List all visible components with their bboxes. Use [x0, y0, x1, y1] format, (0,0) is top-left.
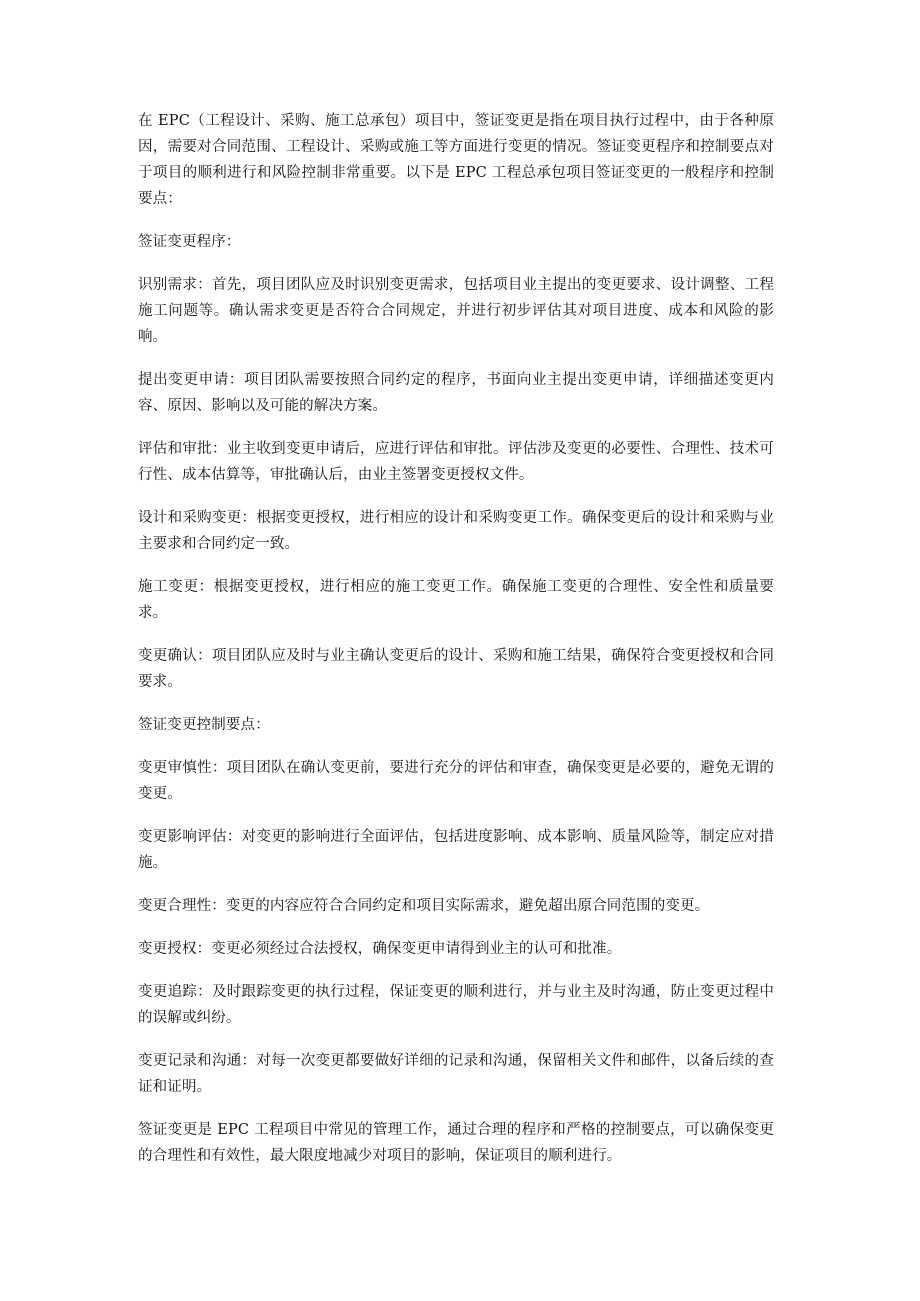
- procedure-item-design-procurement: 设计和采购变更：根据变更授权，进行相应的设计和采购变更工作。确保变更后的设计和采购与业主要求和合同约定一致。: [138, 510, 774, 552]
- control-item-tracking: 变更追踪：及时跟踪变更的执行过程，保证变更的顺利进行，并与业主及时沟通，防止变更过程中的误解或纠纷。: [138, 984, 774, 1026]
- document-body: [138, 108, 774, 1186]
- control-heading: 签证变更控制要点：: [138, 717, 270, 733]
- control-item-authorization: 变更授权：变更必须经过合法授权，确保变更申请得到业主的认可和批准。: [138, 941, 622, 957]
- conclusion-paragraph: 签证变更是 EPC 工程项目中常见的管理工作，通过合理的程序和严格的控制要点，可以确保变更的合理性和有效性，最大限度地减少对项目的影响，保证项目的顺利进行。: [138, 1122, 774, 1164]
- control-item-records: 变更记录和沟通：对每一次变更都要做好详细的记录和沟通，保留相关文件和邮件，以备后续的查证和证明。: [138, 1053, 774, 1095]
- procedure-item-evaluate: 评估和审批：业主收到变更申请后，应进行评估和审批。评估涉及变更的必要性、合理性、技术可行性、成本估算等，审批确认后，由业主签署变更授权文件。: [138, 441, 774, 483]
- intro-paragraph: 在 EPC（工程设计、采购、施工总承包）项目中，签证变更是指在项目执行过程中，由于各种原因，需要对合同范围、工程设计、采购或施工等方面进行变更的情况。签证变更程序和控制要点对于项目的顺利进行和风险控制非常重要。以下是 EPC 工程总承包项目签证变更的一般程序和控制要点：: [138, 113, 774, 207]
- procedure-item-construction: 施工变更：根据变更授权，进行相应的施工变更工作。确保施工变更的合理性、安全性和质量要求。: [138, 579, 774, 621]
- procedure-item-confirm: 变更确认：项目团队应及时与业主确认变更后的设计、采购和施工结果，确保符合变更授权和合同要求。: [138, 648, 774, 690]
- control-item-impact: 变更影响评估：对变更的影响进行全面评估，包括进度影响、成本影响、质量风险等，制定应对措施。: [138, 829, 774, 871]
- control-item-prudence: 变更审慎性：项目团队在确认变更前，要进行充分的评估和审查，确保变更是必要的，避免无谓的变更。: [138, 760, 774, 802]
- procedure-item-identify: 识别需求：首先，项目团队应及时识别变更需求，包括项目业主提出的变更要求、设计调整、工程施工问题等。确认需求变更是否符合合同规定，并进行初步评估其对项目进度、成本和风险的影响。: [138, 277, 774, 345]
- procedure-heading: 签证变更程序：: [138, 234, 241, 250]
- control-item-rationality: 变更合理性：变更的内容应符合合同约定和项目实际需求，避免超出原合同范围的变更。: [138, 898, 710, 914]
- procedure-item-apply: 提出变更申请：项目团队需要按照合同约定的程序，书面向业主提出变更申请，详细描述变更内容、原因、影响以及可能的解决方案。: [138, 372, 774, 414]
